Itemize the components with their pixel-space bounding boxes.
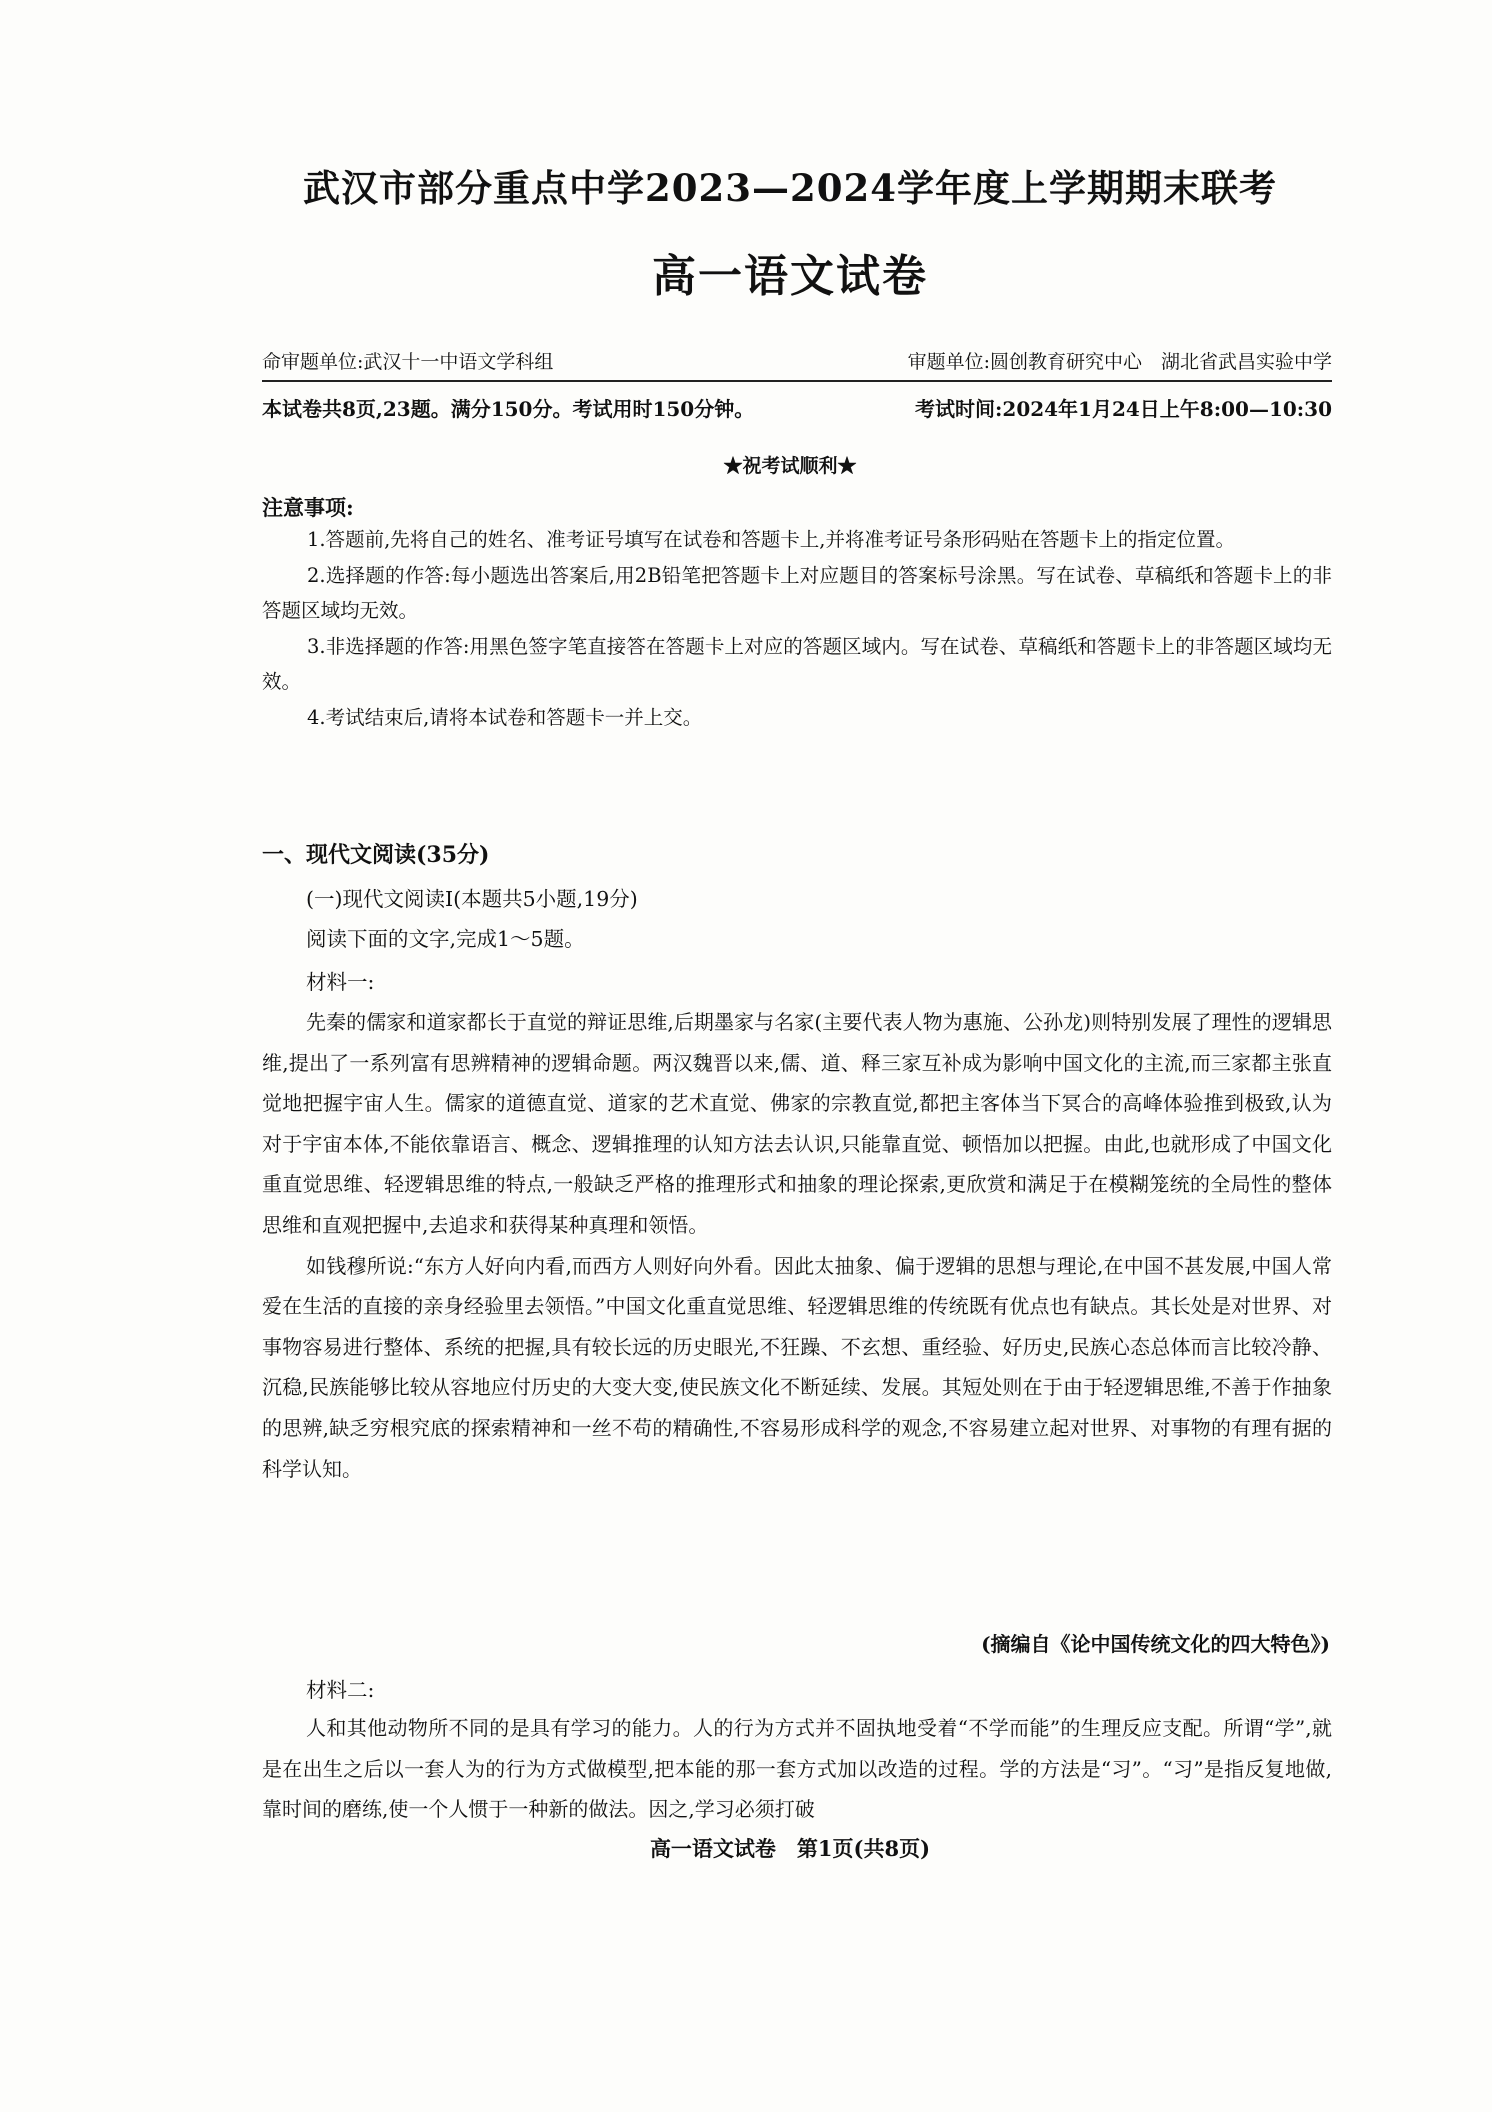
- notice-list: [262, 522, 1332, 736]
- material2-paragraph: 人和其他动物所不同的是具有学习的能力。人的行为方式并不固执地受着“不学而能”的生理反应支配。所谓“学”,就是在出生之后以一套人为的行为方式做模型,把本能的那一套方式加以改造的过程。学的方法是“习”。“习”是指反复地做,靠时间的磨练,使一个人惯于一种新的做法。因之,学习必须打破: [262, 1716, 1332, 1822]
- notice-item: 4.考试结束后,请将本试卷和答题卡一并上交。: [307, 706, 703, 729]
- exam-title: 武汉市部分重点中学2023—2024学年度上学期期末联考: [303, 166, 1277, 210]
- notice-item: 2.选择题的作答:每小题选出答案后,用2B铅笔把答题卡上对应题目的答案标号涂黑。写在试卷、草稿纸和答题卡上的非答题区域均无效。: [262, 564, 1332, 622]
- exam-time: 考试时间:2024年1月24日上午8:00—10:30: [915, 397, 1332, 421]
- material1-paragraph: 先秦的儒家和道家都长于直觉的辩证思维,后期墨家与名家(主要代表人物为惠施、公孙龙)则特别发展了理性的逻辑思维,提出了一系列富有思辨精神的逻辑命题。两汉魏晋以来,儒、道、释三家互补成为影响中国文化的主流,而三家都主张直觉地把握宇宙人生。儒家的道德直觉、道家的艺术直觉、佛家的宗教直觉,都把主客体当下冥合的高峰体验推到极致,认为对于宇宙本体,不能依靠语言、概念、逻辑推理的认知方法去认识,只能靠直觉、顿悟加以把握。由此,也就形成了中国文化重直觉思维、轻逻辑思维的特点,一般缺乏严格的推理形式和抽象的理论探索,更欣赏和满足于在模糊笼统的全局性的整体思维和直观把握中,去追求和获得某种真理和领悟。: [262, 1010, 1332, 1237]
- page-footer: 高一语文试卷 第1页(共8页): [649, 1836, 931, 1861]
- exam-subtitle: 高一语文试卷: [652, 251, 928, 302]
- material1-label: 材料一:: [306, 970, 375, 994]
- reading-instruction: 阅读下面的文字,完成1～5题。: [306, 927, 585, 951]
- material1-source: (摘编自《论中国传统文化的四大特色》): [981, 1632, 1330, 1656]
- material1-text: [262, 1002, 1332, 1489]
- section-title: 一、现代文阅读(35分): [262, 842, 490, 868]
- exam-info: 本试卷共8页,23题。满分150分。考试用时150分钟。: [262, 397, 755, 421]
- good-luck-label: ★祝考试顺利★: [723, 455, 857, 477]
- notice-heading: 注意事项:: [262, 495, 354, 520]
- notice-item: 3.非选择题的作答:用黑色签字笔直接答在答题卡上对应的答题区域内。写在试卷、草稿纸和答题卡上的非答题区域均无效。: [262, 635, 1332, 693]
- setter-unit: 命审题单位:武汉十一中语文学科组: [262, 351, 554, 373]
- material2-text: [262, 1708, 1332, 1830]
- part-title: (一)现代文阅读Ⅰ(本题共5小题,19分): [306, 887, 638, 911]
- header-divider: [262, 380, 1332, 382]
- exam-info-line: [262, 393, 1332, 422]
- setter-line: [262, 347, 1332, 374]
- material2-label: 材料二:: [306, 1678, 375, 1702]
- material1-paragraph: 如钱穆所说:“东方人好向内看,而西方人则好向外看。因此太抽象、偏于逻辑的思想与理论,在中国不甚发展,中国人常爱在生活的直接的亲身经验里去领悟。”中国文化重直觉思维、轻逻辑思维的传统既有优点也有缺点。其长处是对世界、对事物容易进行整体、系统的把握,具有较长远的历史眼光,不狂躁、不玄想、重经验、好历史,民族心态总体而言比较冷静、沉稳,民族能够比较从容地应付历史的大变大变,使民族文化不断延续、发展。其短处则在于由于轻逻辑思维,不善于作抽象的思辨,缺乏穷根究底的探索精神和一丝不苟的精确性,不容易形成科学的观念,不容易建立起对世界、对事物的有理有据的科学认知。: [262, 1253, 1332, 1481]
- reviewer-unit: 审题单位:圆创教育研究中心 湖北省武昌实验中学: [907, 351, 1332, 373]
- notice-item: 1.答题前,先将自己的姓名、准考证号填写在试卷和答题卡上,并将准考证号条形码贴在答题卡上的指定位置。: [307, 528, 1236, 551]
